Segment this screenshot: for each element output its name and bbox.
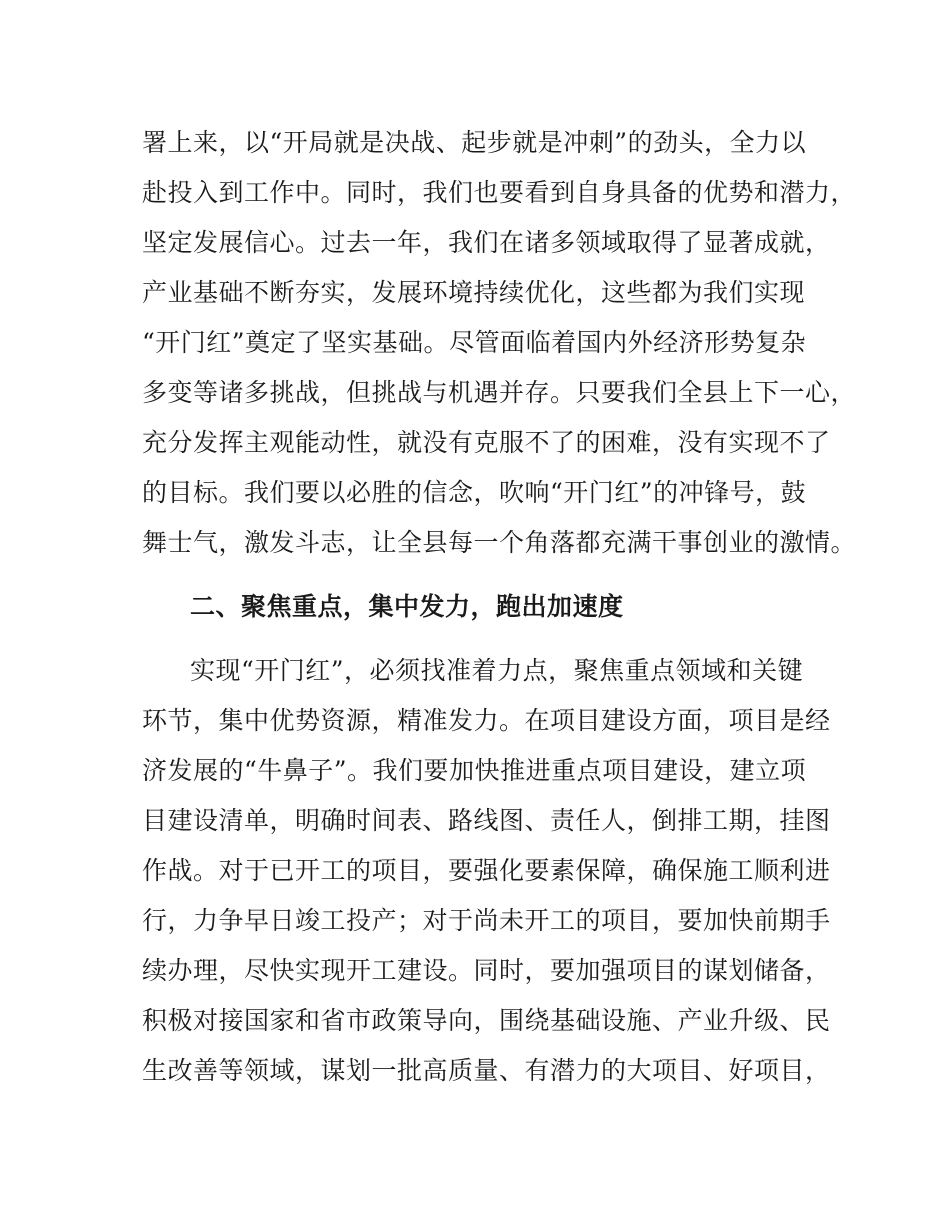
paragraph-line: 坚定发展信心。过去一年，我们在诸多领域取得了显著成就， <box>142 228 831 257</box>
paragraph-line: 济发展的“牛鼻子”。我们要加快推进重点项目建设，建立项 <box>142 756 807 785</box>
paragraph-line: “开门红”奠定了坚实基础。尽管面临着国内外经济形势复杂 <box>142 328 807 357</box>
paragraph-line: 作战。对于已开工的项目，要强化要素保障，确保施工顺利进 <box>142 856 831 885</box>
paragraph-line: 署上来，以“开局就是决战、起步就是冲刺”的劲头，全力以 <box>142 128 807 157</box>
paragraph-line: 行，力争早日竣工投产；对于尚未开工的项目，要加快前期手 <box>142 906 831 935</box>
paragraph-line: 多变等诸多挑战，但挑战与机遇并存。只要我们全县上下一心， <box>142 378 857 407</box>
paragraph-line: 实现“开门红”，必须找准着力点，聚焦重点领域和关键 <box>190 656 804 685</box>
paragraph-line: 充分发挥主观能动性，就没有克服不了的困难，没有实现不了 <box>142 428 831 457</box>
paragraph-line: 舞士气，激发斗志，让全县每一个角落都充满干事创业的激情。 <box>142 528 857 557</box>
paragraph-line: 赴投入到工作中。同时，我们也要看到自身具备的优势和潜力， <box>142 178 857 207</box>
paragraph-line: 产业基础不断夯实，发展环境持续优化，这些都为我们实现 <box>142 278 806 307</box>
section-heading: 二、聚焦重点，集中发力，跑出加速度 <box>190 592 624 621</box>
paragraph-line: 目建设清单，明确时间表、路线图、责任人，倒排工期，挂图 <box>142 806 831 835</box>
paragraph-line: 生改善等领域，谋划一批高质量、有潜力的大项目、好项目， <box>142 1056 831 1085</box>
paragraph-line: 的目标。我们要以必胜的信念，吹响“开门红”的冲锋号，鼓 <box>142 478 807 507</box>
paragraph-line: 环节，集中优势资源，精准发力。在项目建设方面，项目是经 <box>142 706 831 735</box>
paragraph-line: 续办理，尽快实现开工建设。同时，要加强项目的谋划储备， <box>142 956 831 985</box>
paragraph-line: 积极对接国家和省市政策导向，围绕基础设施、产业升级、民 <box>142 1006 831 1035</box>
